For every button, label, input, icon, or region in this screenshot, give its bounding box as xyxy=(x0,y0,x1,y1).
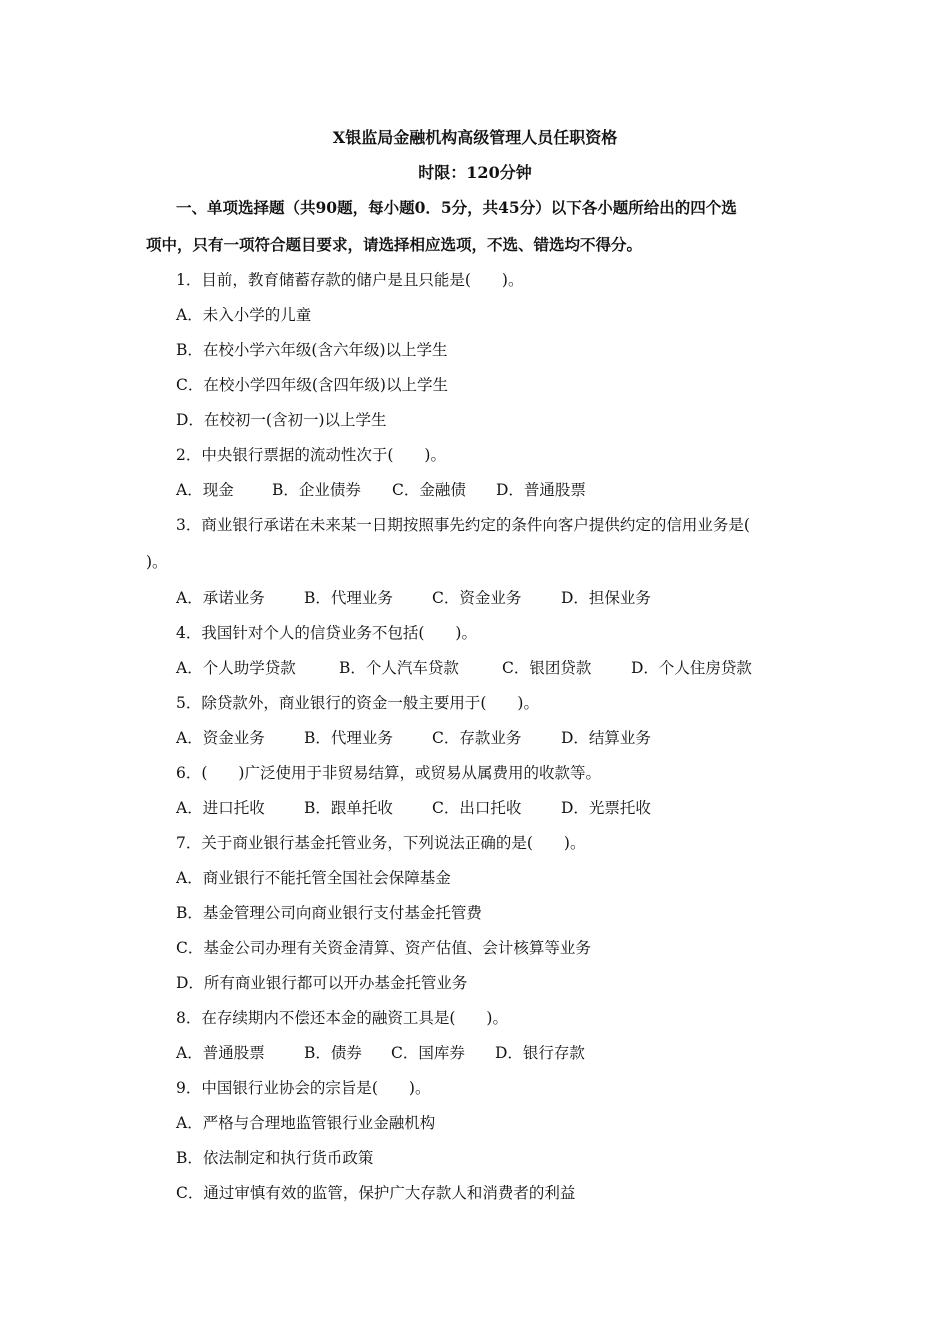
question-7-option-d: D．所有商业银行都可以开办基金托管业务 xyxy=(176,974,468,992)
question-8-option-b: B．债券 xyxy=(304,1044,362,1062)
question-2-option-c: C．金融债 xyxy=(392,481,466,499)
question-8-options xyxy=(176,1043,585,1063)
question-9-stem: 9．中国银行业协会的宗旨是( )。 xyxy=(176,1079,431,1097)
question-2-options xyxy=(176,480,586,500)
question-3-option-b: B．代理业务 xyxy=(304,589,393,607)
question-9-option-b: B．依法制定和执行货币政策 xyxy=(176,1149,374,1167)
question-8-option-a: A．普通股票 xyxy=(176,1044,265,1062)
question-3-stem: 3．商业银行承诺在未来某一日期按照事先约定的条件向客户提供约定的信用业务是( xyxy=(176,516,750,534)
question-7-option-c: C．基金公司办理有关资金清算、资产估值、会计核算等业务 xyxy=(176,939,591,957)
question-4-stem: 4．我国针对个人的信贷业务不包括( )。 xyxy=(176,624,477,642)
document-title: X银监局金融机构高级管理人员任职资格 xyxy=(332,128,618,147)
question-6-option-c: C．出口托收 xyxy=(432,799,522,817)
question-9-option-a: A．严格与合理地监管银行业金融机构 xyxy=(176,1114,436,1132)
question-5-stem: 5．除贷款外，商业银行的资金一般主要用于( )。 xyxy=(176,694,539,712)
question-7-option-b: B．基金管理公司向商业银行支付基金托管费 xyxy=(176,904,482,922)
question-6-option-d: D．光票托收 xyxy=(561,799,651,817)
question-6-options xyxy=(176,798,651,818)
question-5-option-c: C．存款业务 xyxy=(432,729,522,747)
question-8-option-c: C．国库券 xyxy=(391,1044,465,1062)
question-3-option-d: D．担保业务 xyxy=(561,589,651,607)
question-4-option-a: A．个人助学贷款 xyxy=(176,659,296,677)
question-8-option-d: D．银行存款 xyxy=(495,1044,585,1062)
question-6-option-b: B．跟单托收 xyxy=(304,799,393,817)
question-9-option-c: C．通过审慎有效的监管，保护广大存款人和消费者的利益 xyxy=(176,1184,576,1202)
time-limit: 时限：120分钟 xyxy=(418,163,532,182)
question-1-option-c: C．在校小学四年级(含四年级)以上学生 xyxy=(176,376,448,394)
question-3-stem-cont: )。 xyxy=(146,553,168,571)
question-8-stem: 8．在存续期内不偿还本金的融资工具是( )。 xyxy=(176,1009,508,1027)
question-1-stem: 1．目前，教育储蓄存款的储户是且只能是( )。 xyxy=(176,271,524,289)
question-2-option-b: B．企业债券 xyxy=(272,481,361,499)
question-2-stem: 2．中央银行票据的流动性次于( )。 xyxy=(176,446,446,464)
question-2-option-d: D．普通股票 xyxy=(496,481,586,499)
question-4-option-c: C．银团贷款 xyxy=(502,659,592,677)
question-4-option-d: D．个人住房贷款 xyxy=(631,659,752,677)
question-6-stem: 6．( )广泛使用于非贸易结算，或贸易从属费用的收款等。 xyxy=(176,764,601,782)
question-6-option-a: A．进口托收 xyxy=(176,799,265,817)
question-5-option-b: B．代理业务 xyxy=(304,729,393,747)
question-4-option-b: B．个人汽车贷款 xyxy=(339,659,459,677)
question-1-option-b: B．在校小学六年级(含六年级)以上学生 xyxy=(176,341,448,359)
question-5-option-a: A．资金业务 xyxy=(176,729,265,747)
question-5-option-d: D．结算业务 xyxy=(561,729,651,747)
question-3-option-c: C．资金业务 xyxy=(432,589,522,607)
question-5-options xyxy=(176,728,651,748)
question-7-option-a: A．商业银行不能托管全国社会保障基金 xyxy=(176,869,451,887)
question-1-option-d: D．在校初一(含初一)以上学生 xyxy=(176,411,387,429)
question-3-options xyxy=(176,588,651,608)
question-2-option-a: A．现金 xyxy=(176,481,234,499)
section-heading-line2: 项中，只有一项符合题目要求，请选择相应选项，不选、错选均不得分。 xyxy=(146,235,643,254)
question-3-option-a: A．承诺业务 xyxy=(176,589,265,607)
section-heading-line1: 一、单项选择题（共90题，每小题0．5分，共45分）以下各小题所给出的四个选 xyxy=(176,198,737,217)
question-1-option-a: A．未入小学的儿童 xyxy=(176,306,312,324)
question-4-options xyxy=(176,658,752,678)
question-7-stem: 7．关于商业银行基金托管业务，下列说法正确的是( )。 xyxy=(176,834,586,852)
